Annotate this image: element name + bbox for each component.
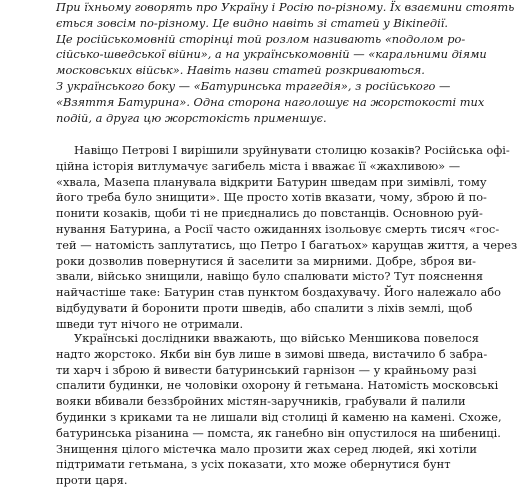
paragraph-line: нування Батурина, а Росії часто ожиданнях ізольовує смерть тисяч «гос- (56, 221, 500, 236)
paragraph-line: підтримати гетьмана, з усіх показати, хто може обернутися бунт (56, 457, 451, 472)
paragraph-line: ційна історія витлумачує загибель міста і вважає її «жахливою» — (56, 158, 461, 173)
intro-line: сійсько-шведської війни», а на українськомовній — «каральними діями (56, 47, 487, 62)
paragraph-line: звали, військо знищили, навіщо було спалювати місто? Тут пояснення (56, 269, 484, 284)
paragraph-line: «хвала, Мазепа планувала відкрити Батурин шведам при зимівлі, тому (56, 174, 487, 189)
paragraph-line: ти харч і зброю й вивести батуринський гарнізон — у крайньому разі (56, 362, 477, 377)
paragraph-line: роки дозволив повернутися й заселити за мирними. Добре, зброя ви- (56, 253, 477, 268)
body-paragraph-2 (56, 331, 502, 489)
intro-line: подій, а друга цю жорстокість применшує. (56, 110, 327, 125)
paragraph-line: понити козаків, щоби ті не приєднались до повстанців. Основною руй- (56, 206, 483, 221)
paragraph-line: спалити будинки, не чоловіки охорону й гетьмана. Натомість московські (56, 378, 499, 393)
intro-line: З українського боку — «Батуринська трагедія», з російського — (56, 78, 451, 93)
paragraph-line: Українські дослідники вважають, що військо Меншикова повелося (74, 331, 479, 345)
intro-line: При їхньому говорять про Україну і Росію по-різному. Їх взаємини стоять (56, 0, 515, 14)
paragraph-line: будинки з криками та не лишали від столиці й каменю на камені. Схоже, (56, 409, 502, 424)
paragraph-line: шведи тут нічого не отримали. (56, 316, 244, 331)
intro-line: «Взяття Батурина». Одна сторона наголошує на жорстокості тих (56, 94, 485, 109)
paragraph-line: батуринська різанина — помста, як ганебно він опустилося на шибениці. (56, 425, 501, 440)
paragraph-line: відбудувати й боронити проти шведів, або спалити з ліхів землі, щоб (56, 300, 473, 315)
paragraph-line: найчастіше таке: Батурин став пунктом боздахувачу. Його належало або (56, 285, 502, 300)
intro-line: ється зовсім по-різному. Це видно навіть зі статей у Вікіпедії. (56, 15, 449, 30)
paragraph-line: Знищення цілого містечка мало прозити жах серед людей, які хотіли (56, 441, 477, 456)
intro-line: московських військ». Навіть назви статей розкриваються. (56, 63, 425, 78)
paragraph-line: його треба було знищити». Ще просто хотів вказати, чому, зброю й по- (56, 190, 487, 205)
intro-line: Це російськомовній сторінці той розлом називають «подолом ро- (56, 31, 466, 46)
body-paragraph-1 (56, 143, 517, 333)
paragraph-line: вояки вбивали беззбройних містян-заручників, грабували й палили (56, 394, 466, 409)
paragraph-line: надто жорстоко. Якби він був лише в зимові шведа, вистачило б забра- (56, 346, 488, 361)
paragraph-line: Навіщо Петрові I вирішили зруйнувати столицю козаків? Російська офі- (74, 143, 510, 157)
paragraph-line: тей — натомість заплутатись, що Петро I багатьох» карущав життя, а через (56, 237, 517, 252)
intro-italic-paragraph (56, 0, 515, 126)
paragraph-line: проти царя. (56, 473, 128, 488)
